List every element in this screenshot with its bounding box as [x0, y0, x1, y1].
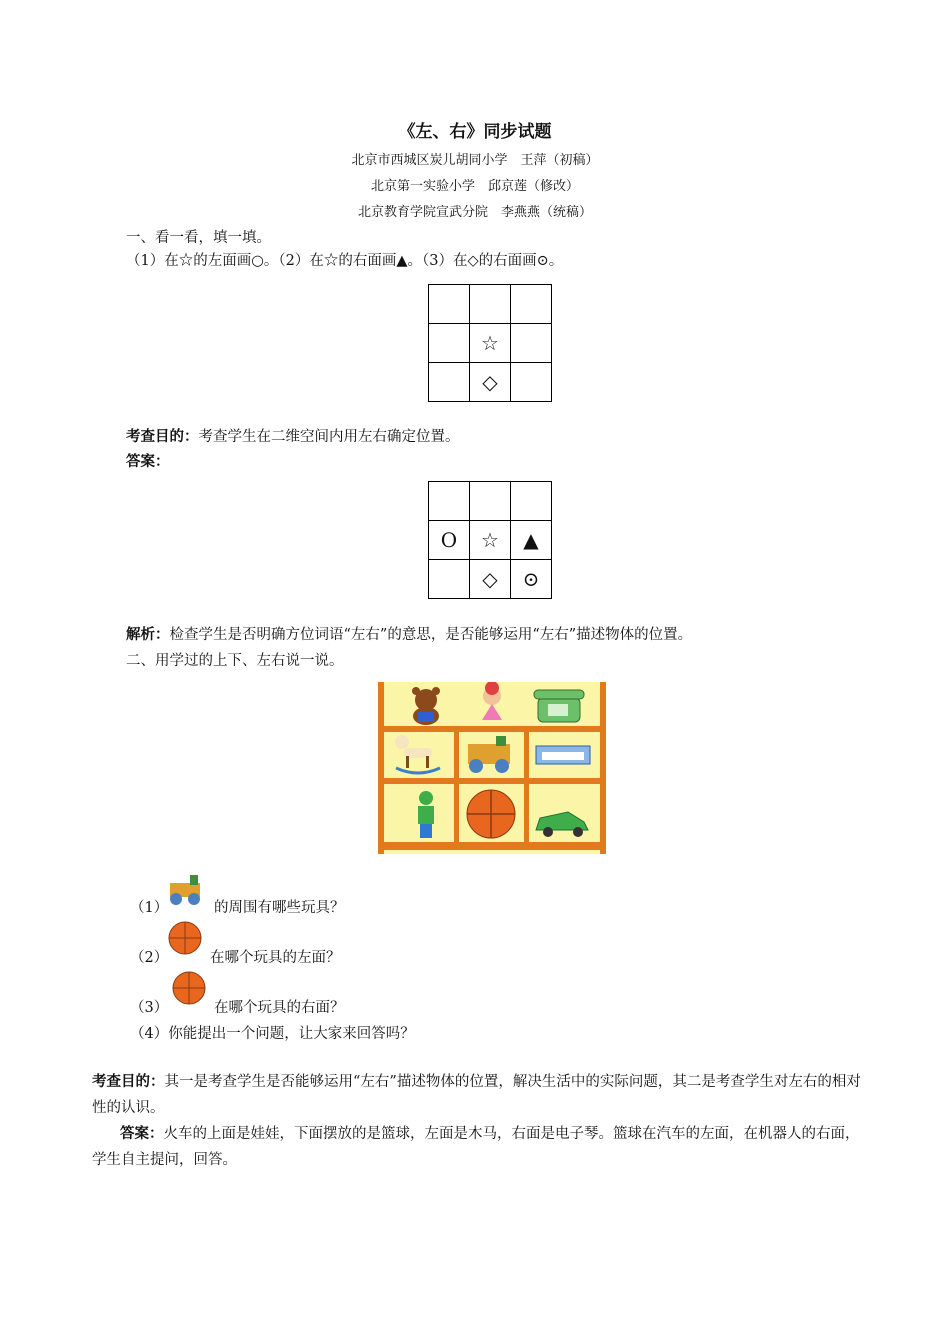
basketball-icon	[172, 971, 206, 1005]
analysis-label: 解析：	[126, 626, 170, 643]
grid-cell	[429, 363, 470, 402]
grid-cell	[429, 285, 470, 324]
grid-cell: ☆	[470, 324, 511, 363]
purpose-label: 考查目的：	[126, 428, 199, 445]
q2-item-3-text: 在哪个玩具的右面？	[214, 1000, 345, 1016]
telephone-icon	[534, 690, 584, 722]
grid-cell	[429, 482, 470, 521]
toy-train-icon	[166, 873, 208, 907]
q1-instruction: （1）在☆的左面画○。（2）在☆的右面画▲。（3）在◇的右面画⊙。	[126, 253, 564, 269]
q2-heading: 二、用学过的上下、左右说一说。	[126, 653, 344, 669]
author-line-1: 北京市西城区炭儿胡同小学 王萍（初稿）	[351, 153, 599, 168]
page-title: 《左、右》同步试题	[398, 122, 552, 142]
grid-cell: ▲	[511, 521, 552, 560]
robot-icon	[418, 791, 434, 838]
grid-cell: ☆	[470, 521, 511, 560]
q1-answer-label: 答案：	[126, 453, 170, 470]
q1-purpose	[126, 425, 460, 446]
grid-cell: O	[429, 521, 470, 560]
q2-item-4	[130, 1022, 415, 1043]
grid-cell	[511, 285, 552, 324]
grid-cell: ⊙	[511, 560, 552, 599]
basketball-icon	[467, 790, 515, 838]
item-number: （4）	[130, 1026, 169, 1042]
item-number: （2）	[130, 950, 169, 966]
question-grid	[428, 284, 552, 402]
grid-cell: ◇	[470, 560, 511, 599]
grid-cell	[429, 324, 470, 363]
q1-heading: 一、看一看，填一填。	[126, 230, 271, 246]
grid-cell	[511, 363, 552, 402]
q2-item-2	[130, 946, 168, 967]
grid-cell	[511, 324, 552, 363]
grid-cell	[470, 285, 511, 324]
purpose-text: 其一是考查学生是否能够运用“左右”描述物体的位置，解决生活中的实际问题，其二是考查学生对左右的相对性的认识。	[92, 1074, 861, 1116]
answer-text: 火车的上面是娃娃，下面摆放的是篮球，左面是木马，右面是电子琴。篮球在汽车的左面，在机器人的右面，学生自主提问，回答。	[92, 1126, 860, 1168]
basketball-icon	[168, 921, 202, 955]
q2-purpose	[92, 1069, 862, 1121]
grid-cell	[429, 560, 470, 599]
q2-item-1	[130, 896, 168, 917]
q1-analysis	[126, 623, 692, 644]
author-line-3: 北京教育学院宣武分院 李燕燕（统稿）	[357, 205, 592, 220]
q2-answer	[92, 1121, 862, 1173]
answer-label: 答案：	[120, 1125, 164, 1142]
toy-shelf-illustration	[378, 682, 606, 854]
answer-grid	[428, 481, 552, 599]
q2-item-2-text: 在哪个玩具的左面？	[210, 950, 341, 966]
q2-item-3	[130, 996, 168, 1017]
grid-cell	[470, 482, 511, 521]
item-number: （1）	[130, 900, 169, 916]
author-line-2: 北京第一实验小学 邱京莲（修改）	[370, 179, 579, 194]
analysis-text: 检查学生是否明确方位词语“左右”的意思，是否能够运用“左右”描述物体的位置。	[169, 627, 693, 643]
grid-cell: ◇	[470, 363, 511, 402]
q2-item-1-text: 的周围有哪些玩具？	[214, 900, 345, 916]
purpose-label: 考查目的：	[92, 1073, 165, 1090]
item-number: （3）	[130, 1000, 169, 1016]
purpose-text: 考查学生在二维空间内用左右确定位置。	[198, 429, 460, 445]
item-text: 你能提出一个问题，让大家来回答吗？	[168, 1026, 415, 1042]
grid-cell	[511, 482, 552, 521]
electronic-keyboard-icon	[536, 746, 590, 764]
